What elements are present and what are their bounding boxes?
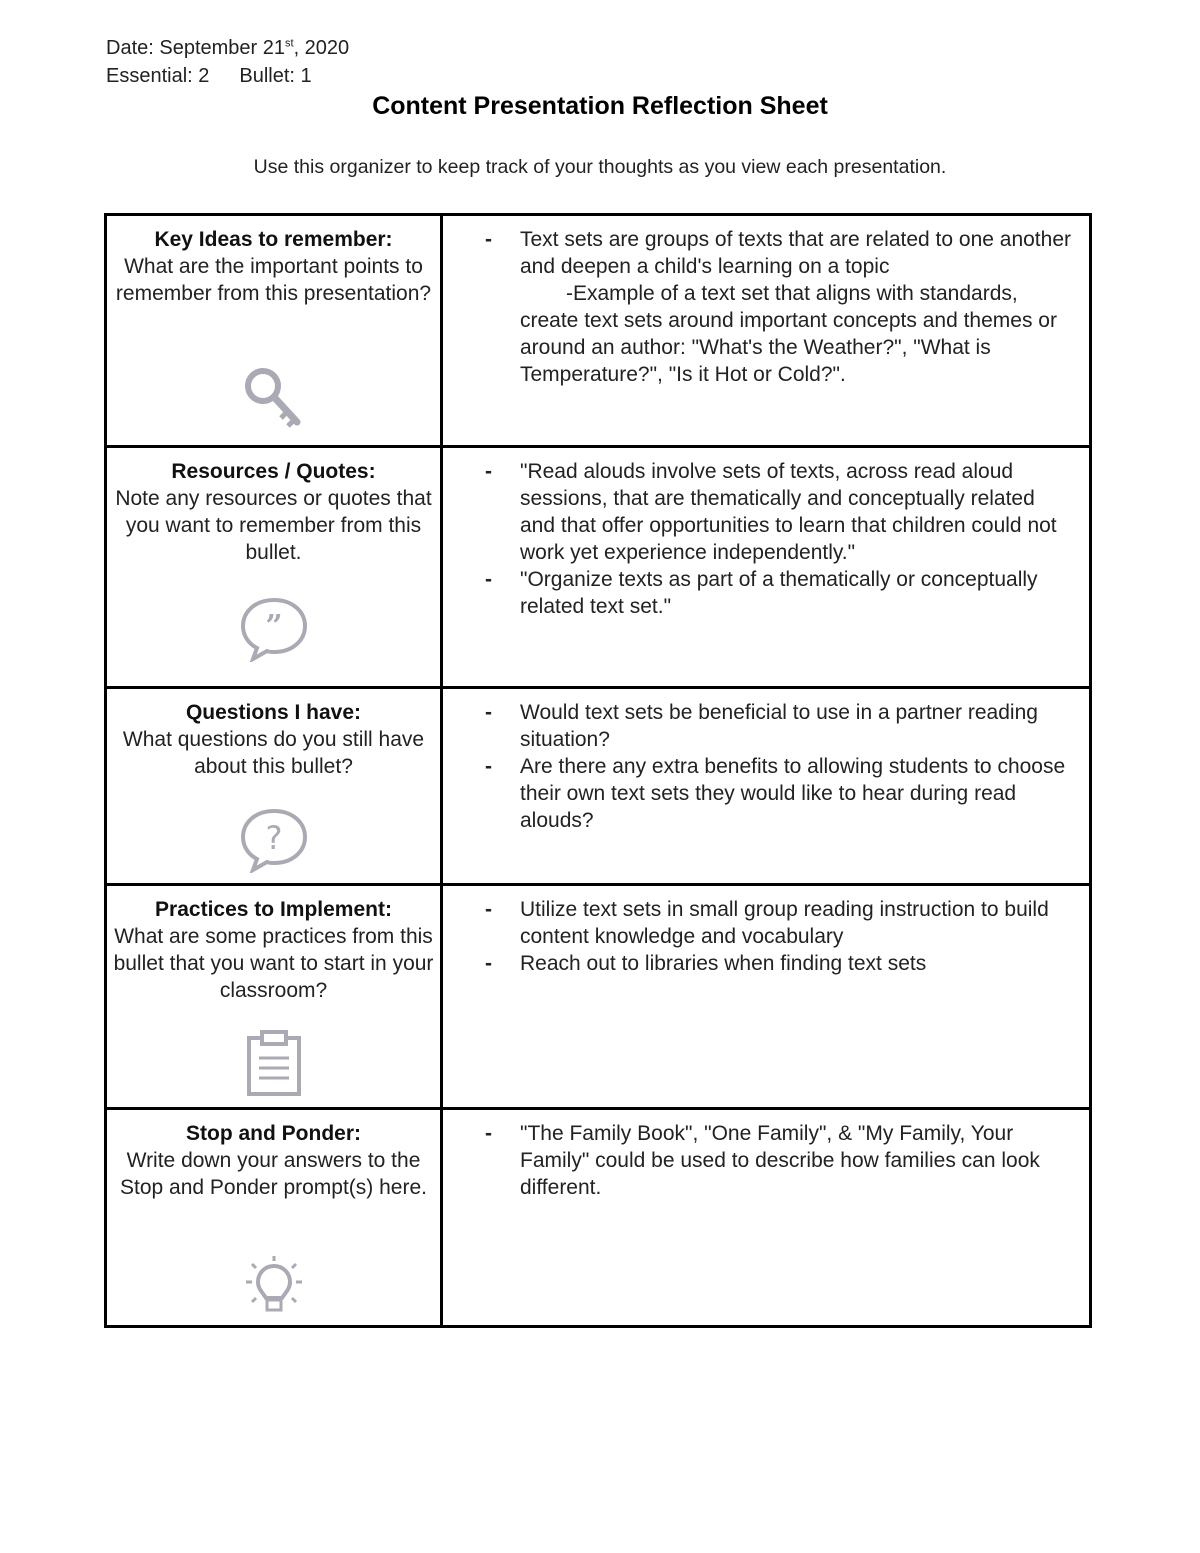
list-item [443, 950, 1073, 977]
note-text: Would text sets be beneficial to use in a partner reading situation? [520, 701, 1038, 751]
document-header [106, 34, 349, 90]
bullet-dash: - [485, 568, 492, 591]
note-indented-text: -Example of a text set that aligns with standards, [566, 282, 1018, 305]
practices-prompt: What are some practices from this bullet that you want to start in your classroom? [113, 925, 434, 1002]
questions-label-cell [106, 688, 442, 885]
note-text: Utilize text sets in small group reading instruction to build content knowledge and vocabulary [520, 898, 1049, 948]
bullet-dash: - [485, 755, 492, 778]
quote-bubble-icon [239, 596, 309, 662]
lightbulb-icon [242, 1256, 306, 1316]
list-item [443, 458, 1073, 566]
practices-notes-cell[interactable] [442, 885, 1091, 1109]
note-text: Reach out to libraries when finding text sets [520, 952, 927, 975]
note-text: "Organize texts as part of a thematically or conceptually related text set." [520, 568, 1038, 618]
list-item [443, 566, 1073, 620]
questions-notes-cell[interactable] [442, 688, 1091, 885]
essential-line [106, 62, 349, 90]
table-row [106, 215, 1091, 447]
question-bubble-icon [239, 807, 309, 873]
date-line [106, 34, 349, 62]
date-text: Date: September 21 [106, 37, 285, 59]
stop-ponder-prompt: Write down your answers to the Stop and Ponder prompt(s) here. [119, 1149, 427, 1199]
page-title: Content Presentation Reflection Sheet [372, 92, 828, 120]
resources-notes [443, 448, 1089, 620]
stop-ponder-label-cell [106, 1109, 442, 1327]
note-text: Are there any extra benefits to allowing students to choose their own text sets they would like to hear during read alouds? [520, 755, 1066, 832]
table-row [106, 447, 1091, 688]
note-text: Text sets are groups of texts that are related to one another and deepen a child's learning on a topic [520, 228, 1071, 278]
questions-prompt: What questions do you still have about this bullet? [122, 728, 425, 778]
svg-text:?: ? [265, 819, 282, 857]
note-continued-text: create text sets around important concepts and themes or around an author: "What's the Weather?", "What is Temperature?", "Is it Hot or Cold?". [520, 309, 1057, 386]
bullet-text: Bullet: 1 [239, 65, 312, 87]
note-text: "Read alouds involve sets of texts, across read aloud sessions, that are thematically and conceptually related and that offer opportunities to learn that children could not work yet experience independently." [520, 460, 1057, 564]
list-item [443, 753, 1073, 834]
list-item [443, 226, 1073, 388]
resources-heading: Resources / Quotes: [171, 460, 376, 483]
clipboard-icon [245, 1030, 303, 1096]
list-item [443, 896, 1073, 950]
bullet-dash: - [485, 898, 492, 921]
stop-ponder-notes-cell[interactable] [442, 1109, 1091, 1327]
list-item [443, 699, 1073, 753]
note-text: "The Family Book", "One Family", & "My Family, Your Family" could be used to describe how families can look different. [520, 1122, 1040, 1199]
stop-ponder-heading: Stop and Ponder: [186, 1122, 361, 1145]
bullet-dash: - [485, 460, 492, 483]
key-ideas-notes [443, 216, 1089, 388]
bullet-dash: - [485, 701, 492, 724]
key-ideas-heading: Key Ideas to remember: [154, 228, 393, 251]
questions-heading: Questions I have: [185, 701, 362, 724]
key-icon [241, 364, 307, 432]
essential-text: Essential: 2 [106, 65, 210, 87]
practices-label-cell [106, 885, 442, 1109]
key-ideas-label-cell [106, 215, 442, 447]
questions-notes [443, 689, 1089, 834]
practices-notes [443, 886, 1089, 977]
svg-text:”: ” [264, 609, 283, 644]
reflection-table [104, 213, 1092, 1328]
resources-label-cell [106, 447, 442, 688]
table-row [106, 688, 1091, 885]
bullet-dash: - [485, 1122, 492, 1145]
resources-notes-cell[interactable] [442, 447, 1091, 688]
date-suffix: st [285, 37, 294, 50]
bullet-dash: - [485, 228, 492, 251]
page-subtitle: Use this organizer to keep track of your thoughts as you view each presentation. [253, 156, 947, 178]
practices-heading: Practices to Implement: [155, 898, 392, 921]
key-ideas-notes-cell[interactable] [442, 215, 1091, 447]
list-item [443, 1120, 1073, 1201]
date-year: , 2020 [293, 37, 350, 59]
table-row [106, 1109, 1091, 1327]
resources-prompt: Note any resources or quotes that you want to remember from this bullet. [115, 487, 432, 564]
key-ideas-prompt: What are the important points to remember from this presentation? [115, 255, 432, 305]
stop-ponder-notes [443, 1110, 1089, 1201]
bullet-dash: - [485, 952, 492, 975]
table-row [106, 885, 1091, 1109]
